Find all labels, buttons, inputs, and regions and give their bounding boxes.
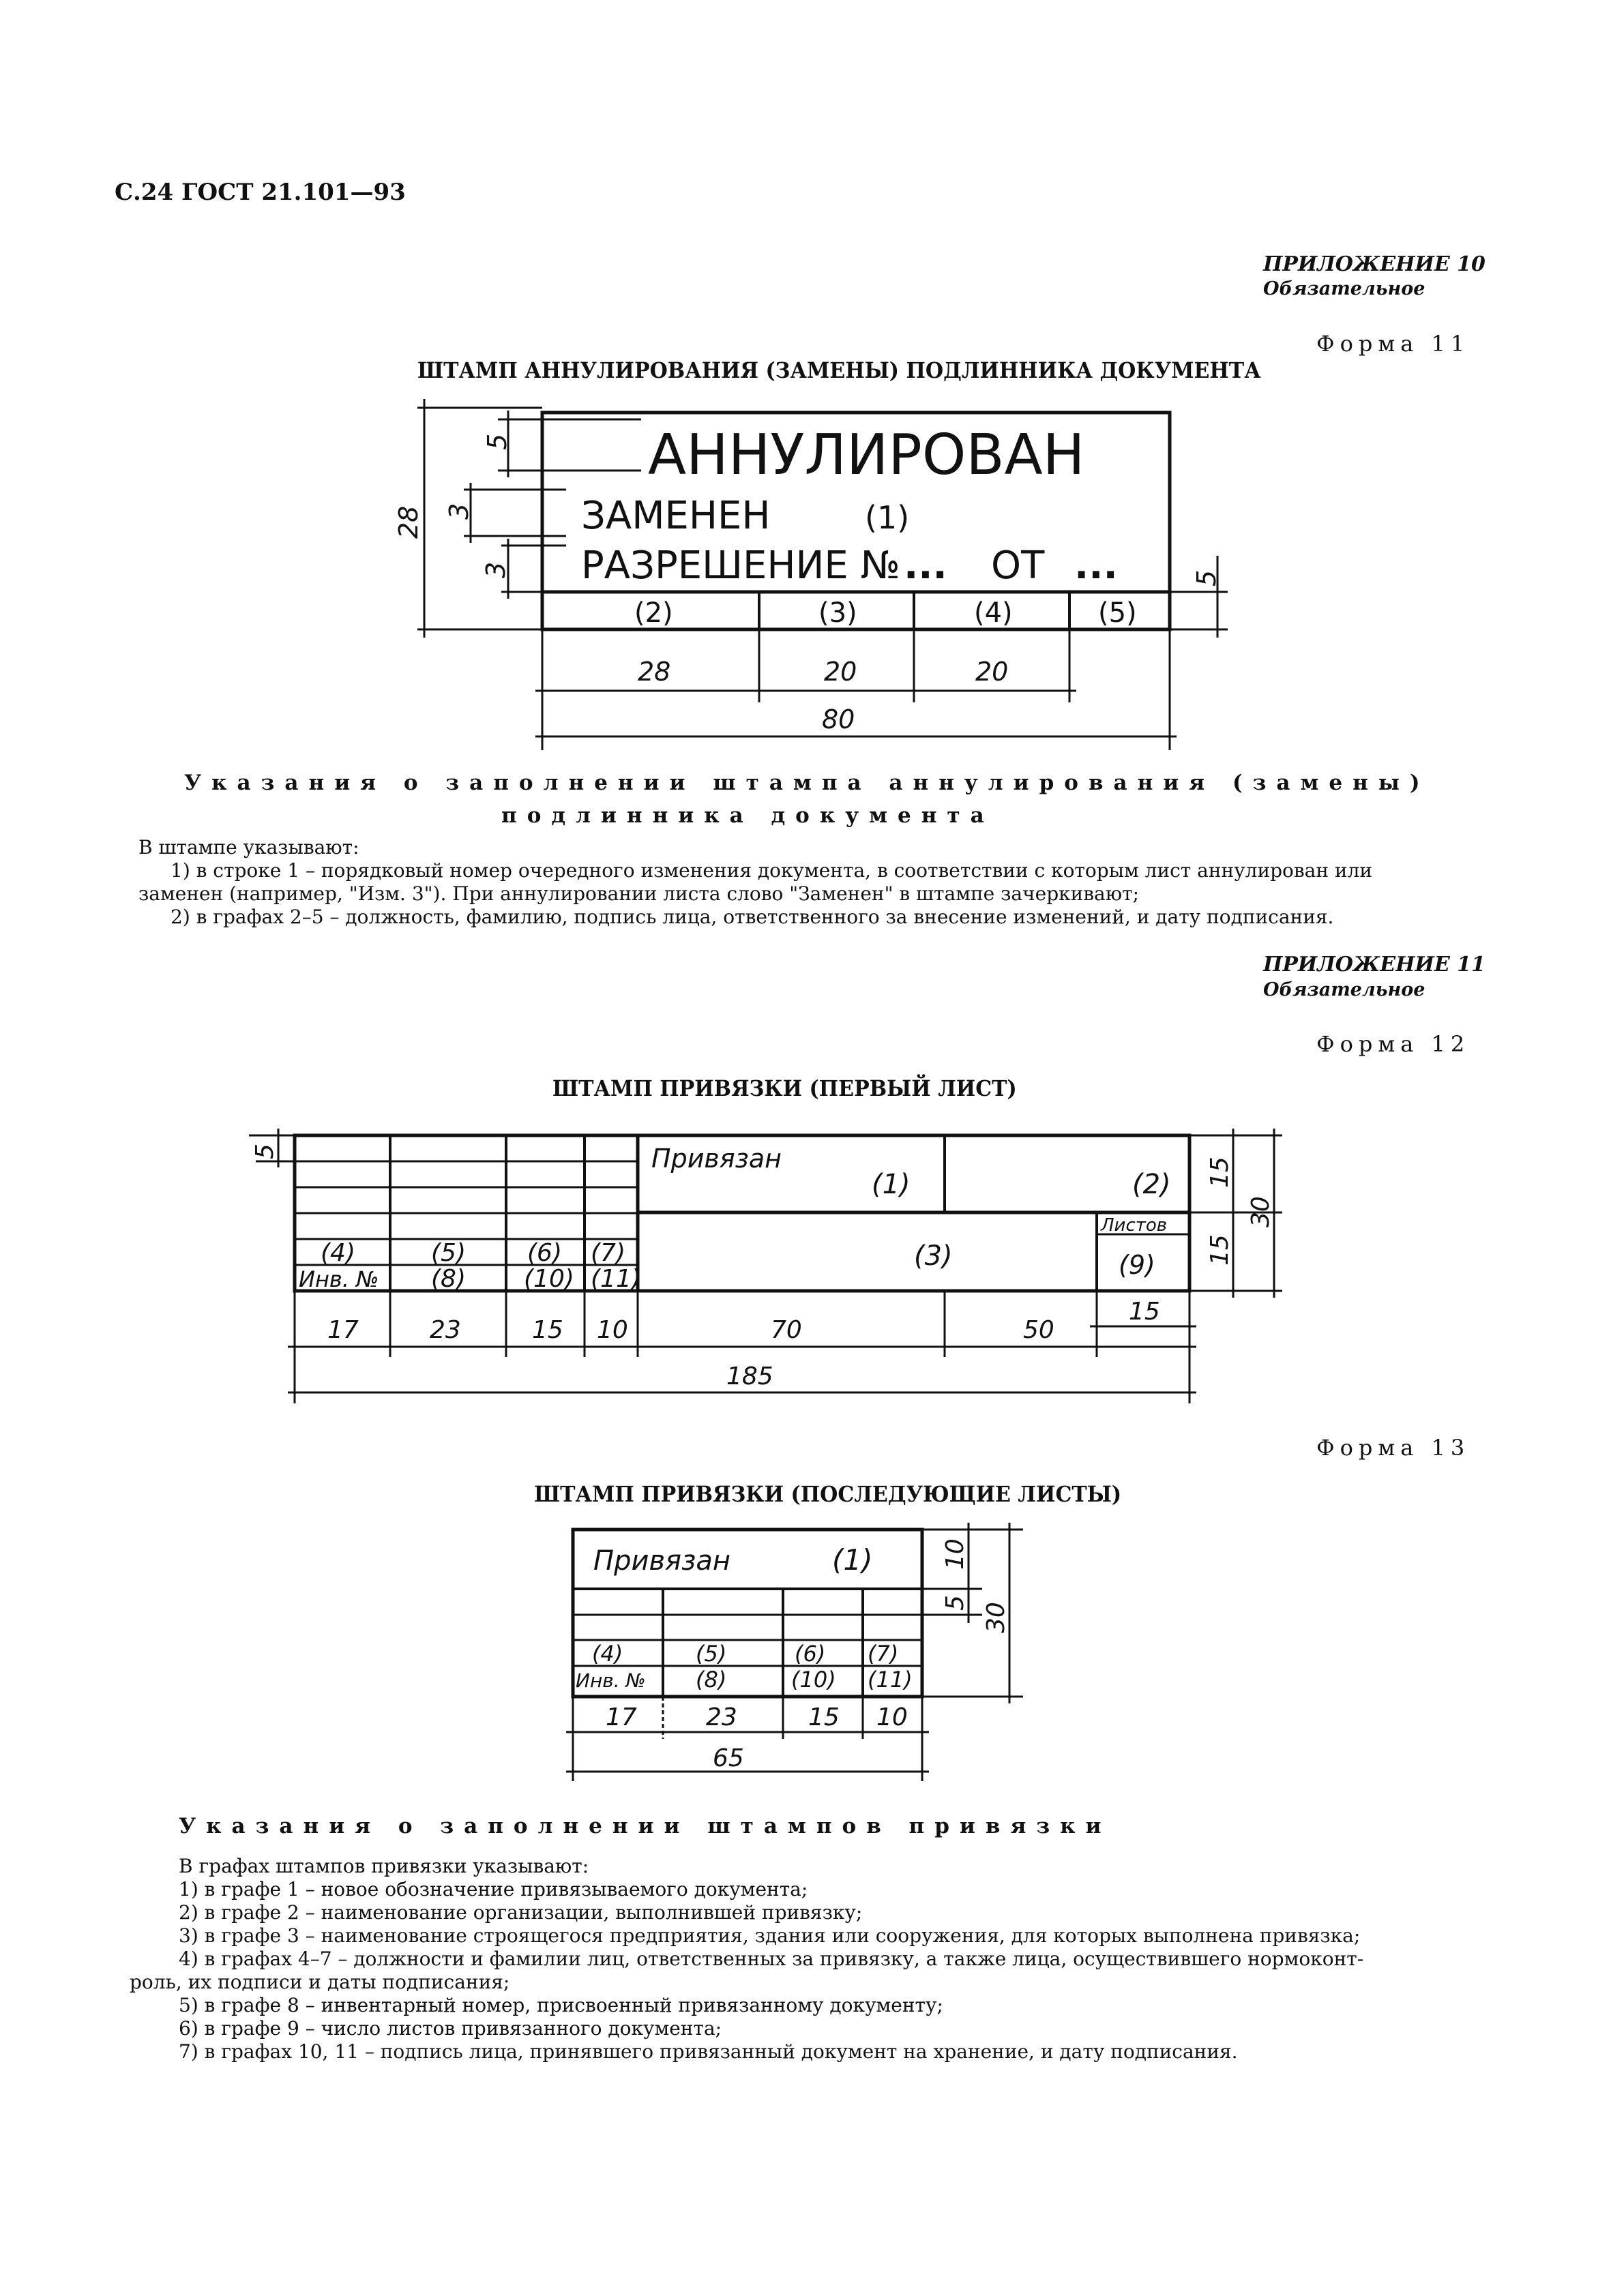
s1-dim-15a: 15 — [1206, 1157, 1234, 1188]
s2-dim-w15: 15 — [808, 1703, 840, 1731]
s1-dim-w17: 17 — [327, 1316, 359, 1344]
instr-bind-line-3: 3) в графе 3 – наименование строящегося предприятия, здания или сооружения, для которых выполнена привязка; — [179, 1924, 1361, 1947]
s2-dim-w65: 65 — [713, 1744, 744, 1772]
s2-dim-w17: 17 — [606, 1703, 637, 1731]
dim-5b: 5 — [1192, 569, 1222, 586]
instr-bind-title: Указания о заполнении штампов привязки — [179, 1814, 1112, 1838]
forma-12-label: Форма 12 — [1316, 1031, 1470, 1057]
instr-bind-line-5: роль, их подписи и даты подписания; — [130, 1971, 510, 1993]
s1-dim-5: 5 — [251, 1144, 279, 1159]
stamp-annulled: АННУЛИРОВАН — [648, 423, 1085, 488]
stamp-replaced: ЗАМЕНЕН — [581, 494, 771, 538]
s2-c6: (6) — [795, 1641, 826, 1667]
instr-11-title-2: подлинника документа — [501, 803, 994, 828]
s1-inv: Инв. № — [299, 1266, 379, 1292]
s1-c6: (6) — [527, 1239, 562, 1267]
instr-bind-line-4: 4) в графах 4–7 – должности и фамилии лиц, ответственных за привязку, а также лица, осуществившего нормоконт- — [179, 1948, 1364, 1970]
appendix-10-status: Обязательное — [1263, 278, 1425, 299]
s1-c4: (4) — [321, 1239, 355, 1267]
s2-c4: (4) — [592, 1641, 623, 1667]
s1-dim-w70: 70 — [771, 1316, 802, 1344]
stamp-permission-no: РАЗРЕШЕНИЕ № — [581, 543, 900, 588]
s1-c5: (5) — [431, 1239, 466, 1267]
s1-dim-30: 30 — [1247, 1196, 1275, 1227]
s2-dim-w23: 23 — [706, 1703, 737, 1731]
s2-c5: (5) — [696, 1641, 727, 1667]
appendix-11-title: ПРИЛОЖЕНИЕ 11 — [1263, 953, 1486, 976]
instr-11-title-1: Указания о заполнении штампа аннулирования (замены) — [184, 771, 1430, 795]
s2-c1: (1) — [832, 1543, 873, 1577]
binding-first-sheet-drawing — [0, 1105, 1611, 1418]
s1-c10: (10) — [524, 1265, 574, 1293]
instr-bind-line-2: 2) в графе 2 – наименование организации, выполнившей привязку; — [179, 1901, 863, 1924]
stamp-ref-1: (1) — [865, 499, 910, 536]
s2-dim-w10: 10 — [876, 1703, 908, 1731]
stamp-dots-1: ... — [904, 543, 947, 588]
dim-w28: 28 — [638, 657, 671, 687]
annulment-stamp-drawing — [0, 0, 1611, 764]
s2-c7: (7) — [868, 1641, 899, 1667]
s1-dim-w15top: 15 — [1129, 1298, 1160, 1326]
dim-3b: 3 — [481, 561, 511, 578]
stamp-col-3: (3) — [818, 597, 857, 629]
s1-dim-w10: 10 — [597, 1316, 628, 1344]
page-header: С.24 ГОСТ 21.101—93 — [115, 179, 406, 206]
instr-bind-line-0: В графах штампов привязки указывают: — [179, 1855, 589, 1877]
s2-inv: Инв. № — [576, 1669, 646, 1692]
s1-dim-w50: 50 — [1023, 1316, 1054, 1344]
instr-bind-line-8: 7) в графах 10, 11 – подпись лица, принявшего привязанный документ на хранение, и дату подписания. — [179, 2040, 1238, 2063]
s2-c10: (10) — [791, 1667, 836, 1693]
dim-w20b: 20 — [975, 657, 1009, 687]
s1-dim-15b: 15 — [1206, 1234, 1234, 1266]
dim-5a: 5 — [482, 433, 512, 450]
appendix-11-status: Обязательное — [1263, 979, 1425, 1000]
stamp-col-4: (4) — [974, 597, 1013, 629]
instr-11-line-2: заменен (например, "Изм. 3"). При аннулировании листа слово "Заменен" в штампе зачеркивают; — [138, 882, 1140, 905]
instr-bind-line-7: 6) в графе 9 – число листов привязанного документа; — [179, 2017, 722, 2040]
dim-28-height: 28 — [394, 505, 424, 539]
stamp-col-5: (5) — [1098, 597, 1137, 629]
stamp-binding-next-title: ШТАМП ПРИВЯЗКИ (ПОСЛЕДУЮЩИЕ ЛИСТЫ) — [534, 1481, 1122, 1507]
instr-11-line-1: 1) в строке 1 – порядковый номер очередного изменения документа, в соответствии с которым лист аннулирован или — [171, 859, 1373, 882]
dim-w20a: 20 — [824, 657, 857, 687]
s1-c7: (7) — [591, 1239, 625, 1267]
s1-dim-w23: 23 — [430, 1316, 461, 1344]
instr-11-line-3: 2) в графах 2–5 – должность, фамилию, подпись лица, ответственного за внесение изменений, и дату подписания. — [171, 906, 1334, 928]
s2-dim-10: 10 — [941, 1538, 969, 1570]
s1-c8: (8) — [431, 1265, 466, 1293]
dim-3a: 3 — [444, 503, 474, 520]
appendix-10-title: ПРИЛОЖЕНИЕ 10 — [1263, 252, 1486, 276]
s1-c9: (9) — [1119, 1250, 1155, 1280]
s1-listov: Листов — [1101, 1215, 1168, 1236]
stamp-binding-first-title: ШТАМП ПРИВЯЗКИ (ПЕРВЫЙ ЛИСТ) — [552, 1075, 1017, 1101]
instr-bind-line-1: 1) в графе 1 – новое обозначение привязываемого документа; — [179, 1878, 808, 1900]
stamp-dots-2: ... — [1074, 543, 1118, 588]
s1-privyazan: Привязан — [651, 1144, 782, 1174]
instr-11-line-0: В штампе указывают: — [138, 836, 359, 859]
s1-c2: (2) — [1132, 1169, 1171, 1200]
forma-11-label: Форма 11 — [1316, 331, 1470, 357]
s2-c8: (8) — [696, 1667, 727, 1693]
instr-bind-line-6: 5) в графе 8 – инвентарный номер, присвоенный привязанному документу; — [179, 1994, 943, 2016]
s1-dim-w15: 15 — [532, 1316, 563, 1344]
s2-dim-30: 30 — [982, 1602, 1010, 1633]
s2-dim-5: 5 — [941, 1595, 969, 1611]
s1-c1: (1) — [872, 1169, 911, 1200]
stamp-ot: ОТ — [991, 543, 1045, 588]
dim-w80: 80 — [822, 704, 855, 734]
s2-c11: (11) — [868, 1667, 913, 1693]
s2-privyazan: Привязан — [593, 1545, 731, 1577]
forma-13-label: Форма 13 — [1316, 1435, 1470, 1461]
s1-dim-w185: 185 — [726, 1362, 773, 1390]
binding-next-sheets-drawing — [0, 1507, 1611, 1787]
s1-c11: (11) — [591, 1265, 641, 1293]
s1-c3: (3) — [914, 1240, 953, 1272]
stamp-annulment-title: ШТАМП АННУЛИРОВАНИЯ (ЗАМЕНЫ) ПОДЛИННИКА ДОКУМЕНТА — [417, 357, 1261, 383]
stamp-col-2: (2) — [634, 597, 673, 629]
